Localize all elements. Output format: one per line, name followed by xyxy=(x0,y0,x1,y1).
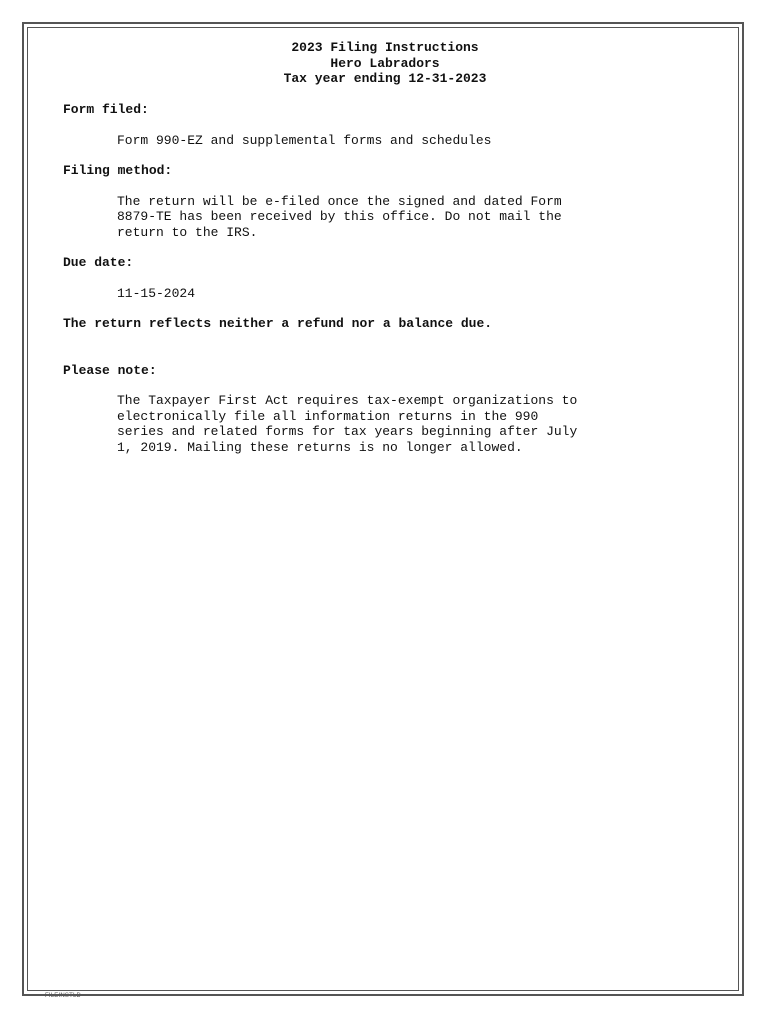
header-title: 2023 Filing Instructions xyxy=(291,40,479,55)
spacer xyxy=(63,240,673,255)
header-organization: Hero Labradors xyxy=(330,55,440,71)
header-tax-year: Tax year ending 12-31-2023 xyxy=(283,71,487,86)
please-note-body: The Taxpayer First Act requires tax-exempt organizations to electronically file all information returns in the 990 series and related forms for tax years beginning after July 1, 2019. Mailing these returns is no longer allowed. xyxy=(117,393,578,455)
form-filed-body: Form 990-EZ and supplemental forms and schedules xyxy=(117,132,492,148)
document-content xyxy=(63,102,673,455)
refund-statement: The return reflects neither a refund nor a balance due. xyxy=(63,316,493,331)
document-header xyxy=(0,40,770,87)
form-code-footer: FILEINSTLD xyxy=(45,993,82,999)
filing-method-body: The return will be e-filed once the signed and dated Form 8879-TE has been received by this office. Do not mail the return to the IRS. xyxy=(117,193,562,240)
due-date-body: 11-15-2024 xyxy=(117,285,196,301)
spacer xyxy=(63,148,673,163)
please-note-heading: Please note: xyxy=(63,362,157,378)
filing-method-heading: Filing method: xyxy=(63,163,173,178)
spacer xyxy=(63,301,673,316)
spacer xyxy=(63,332,673,363)
due-date-heading: Due date: xyxy=(63,255,134,270)
form-filed-heading: Form filed: xyxy=(63,102,149,117)
